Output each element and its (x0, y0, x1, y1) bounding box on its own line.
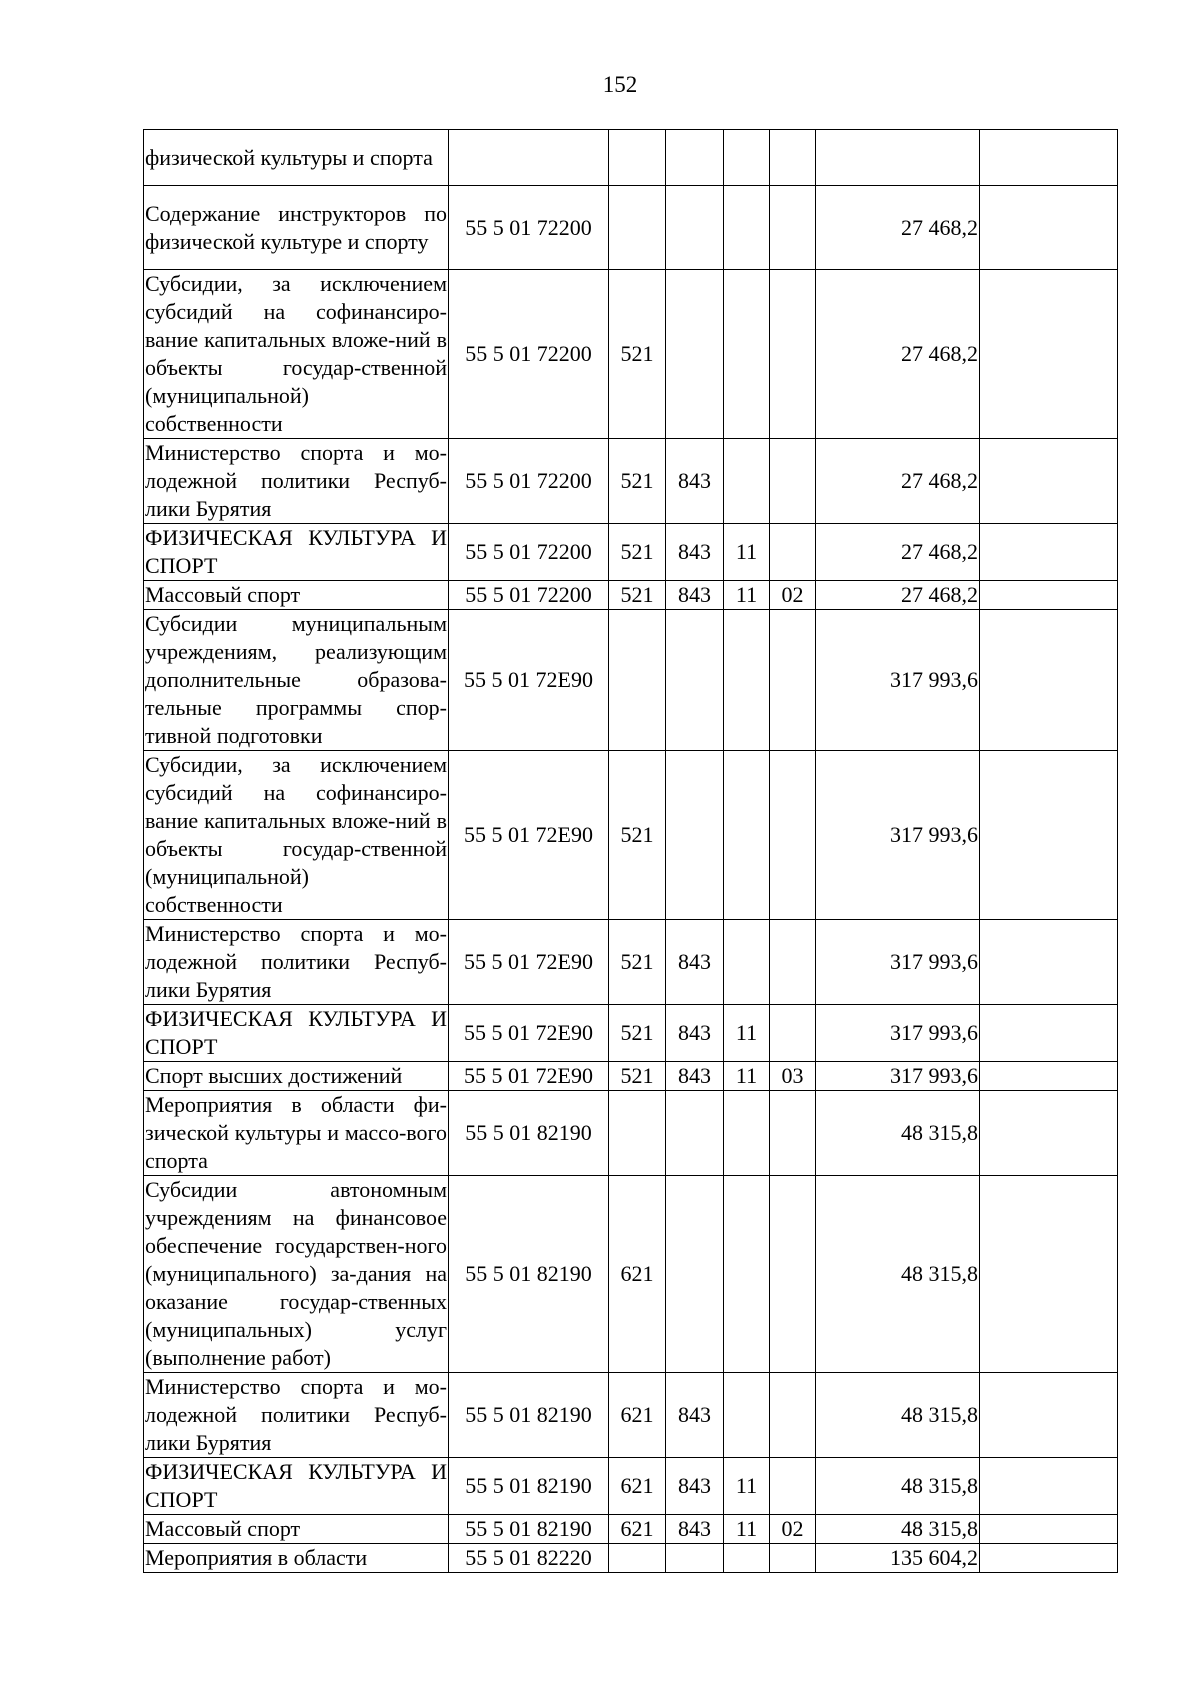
amount: 317 993,6 (816, 1062, 980, 1091)
subsection-code (770, 130, 816, 186)
row-name: Субсидии, за исключением субсидий на софинансиро-вание капитальных вложе-ний в объекты государ-ственной (муниципальной) собственности (144, 270, 449, 439)
section-code (724, 920, 770, 1005)
extra-cell (980, 1091, 1118, 1176)
expense-type: 621 (609, 1373, 666, 1458)
row-name: Министерство спорта и мо-лодежной политики Респуб-лики Бурятия (144, 439, 449, 524)
target-code (449, 130, 609, 186)
target-code: 55 5 01 82220 (449, 1544, 609, 1573)
section-code: 11 (724, 1458, 770, 1515)
table-row (144, 610, 1118, 751)
amount: 48 315,8 (816, 1458, 980, 1515)
page-number: 152 (602, 72, 638, 97)
target-code: 55 5 01 82190 (449, 1458, 609, 1515)
expense-type: 621 (609, 1515, 666, 1544)
subsection-code: 03 (770, 1062, 816, 1091)
row-name: Субсидии муниципальным учреждениям, реализующим дополнительные образова-тельные программы спор-тивной подготовки (144, 610, 449, 751)
amount: 27 468,2 (816, 581, 980, 610)
section-code: 11 (724, 1062, 770, 1091)
subsection-code (770, 1544, 816, 1573)
expense-type: 521 (609, 920, 666, 1005)
expense-type: 521 (609, 270, 666, 439)
ministry-code: 843 (666, 581, 724, 610)
ministry-code (666, 751, 724, 920)
section-code (724, 1373, 770, 1458)
ministry-code: 843 (666, 524, 724, 581)
amount: 317 993,6 (816, 751, 980, 920)
subsection-code (770, 610, 816, 751)
amount: 317 993,6 (816, 1005, 980, 1062)
subsection-code (770, 186, 816, 270)
target-code: 55 5 01 72Е90 (449, 1062, 609, 1091)
table-row (144, 1544, 1118, 1573)
subsection-code (770, 920, 816, 1005)
extra-cell (980, 1544, 1118, 1573)
table-row (144, 920, 1118, 1005)
amount: 48 315,8 (816, 1373, 980, 1458)
row-name: ФИЗИЧЕСКАЯ КУЛЬТУРА И СПОРТ (144, 1458, 449, 1515)
target-code: 55 5 01 82190 (449, 1176, 609, 1373)
subsection-code: 02 (770, 581, 816, 610)
section-code: 11 (724, 1515, 770, 1544)
extra-cell (980, 1515, 1118, 1544)
section-code (724, 751, 770, 920)
ministry-code: 843 (666, 1062, 724, 1091)
table-row (144, 1458, 1118, 1515)
target-code: 55 5 01 72Е90 (449, 920, 609, 1005)
section-code (724, 270, 770, 439)
budget-table (143, 129, 1118, 1573)
table-row (144, 1515, 1118, 1544)
row-name: Субсидии, за исключением субсидий на софинансиро-вание капитальных вложе-ний в объекты государ-ственной (муниципальной) собственности (144, 751, 449, 920)
table-row (144, 524, 1118, 581)
table-row (144, 751, 1118, 920)
subsection-code (770, 1005, 816, 1062)
target-code: 55 5 01 82190 (449, 1091, 609, 1176)
target-code: 55 5 01 72Е90 (449, 610, 609, 751)
expense-type: 521 (609, 751, 666, 920)
ministry-code: 843 (666, 1005, 724, 1062)
extra-cell (980, 610, 1118, 751)
target-code: 55 5 01 72200 (449, 581, 609, 610)
row-name: Мероприятия в области (144, 1544, 449, 1573)
expense-type: 521 (609, 1005, 666, 1062)
table-row (144, 1373, 1118, 1458)
subsection-code (770, 439, 816, 524)
expense-type (609, 1091, 666, 1176)
table-row (144, 270, 1118, 439)
table-row (144, 130, 1118, 186)
target-code: 55 5 01 82190 (449, 1515, 609, 1544)
subsection-code (770, 1373, 816, 1458)
row-name: Содержание инструкторов по физической культуре и спорту (144, 186, 449, 270)
amount: 48 315,8 (816, 1515, 980, 1544)
table-row (144, 439, 1118, 524)
extra-cell (980, 581, 1118, 610)
expense-type (609, 130, 666, 186)
table-row (144, 581, 1118, 610)
ministry-code (666, 186, 724, 270)
subsection-code (770, 1176, 816, 1373)
expense-type: 521 (609, 439, 666, 524)
row-name: физической культуры и спорта (144, 130, 449, 186)
section-code: 11 (724, 581, 770, 610)
extra-cell (980, 524, 1118, 581)
row-name: Министерство спорта и мо-лодежной политики Респуб-лики Бурятия (144, 1373, 449, 1458)
table-row (144, 1176, 1118, 1373)
section-code: 11 (724, 1005, 770, 1062)
section-code: 11 (724, 524, 770, 581)
amount: 27 468,2 (816, 270, 980, 439)
amount: 27 468,2 (816, 186, 980, 270)
table-row (144, 1091, 1118, 1176)
extra-cell (980, 1373, 1118, 1458)
row-name: Субсидии автономным учреждениям на финансовое обеспечение государствен-ного (муниципального) за-дания на оказание государ-ственных (муниципальных) услуг (выполнение работ) (144, 1176, 449, 1373)
ministry-code (666, 130, 724, 186)
amount: 27 468,2 (816, 524, 980, 581)
amount: 317 993,6 (816, 610, 980, 751)
expense-type: 521 (609, 1062, 666, 1091)
amount: 135 604,2 (816, 1544, 980, 1573)
amount (816, 130, 980, 186)
extra-cell (980, 920, 1118, 1005)
extra-cell (980, 1005, 1118, 1062)
ministry-code: 843 (666, 1515, 724, 1544)
expense-type (609, 1544, 666, 1573)
amount: 48 315,8 (816, 1091, 980, 1176)
table-row (144, 1062, 1118, 1091)
target-code: 55 5 01 72200 (449, 270, 609, 439)
target-code: 55 5 01 72200 (449, 186, 609, 270)
expense-type: 621 (609, 1458, 666, 1515)
section-code (724, 130, 770, 186)
row-name: Мероприятия в области фи-зической культуры и массо-вого спорта (144, 1091, 449, 1176)
subsection-code (770, 1091, 816, 1176)
ministry-code (666, 1091, 724, 1176)
extra-cell (980, 1176, 1118, 1373)
expense-type: 521 (609, 524, 666, 581)
section-code (724, 610, 770, 751)
expense-type: 621 (609, 1176, 666, 1373)
section-code (724, 1176, 770, 1373)
extra-cell (980, 186, 1118, 270)
subsection-code (770, 524, 816, 581)
amount: 27 468,2 (816, 439, 980, 524)
row-name: Министерство спорта и мо-лодежной политики Респуб-лики Бурятия (144, 920, 449, 1005)
target-code: 55 5 01 72Е90 (449, 751, 609, 920)
expense-type: 521 (609, 581, 666, 610)
amount: 317 993,6 (816, 920, 980, 1005)
expense-type (609, 610, 666, 751)
row-name: Массовый спорт (144, 1515, 449, 1544)
section-code (724, 186, 770, 270)
expense-type (609, 186, 666, 270)
ministry-code: 843 (666, 1458, 724, 1515)
section-code (724, 1091, 770, 1176)
row-name: ФИЗИЧЕСКАЯ КУЛЬТУРА И СПОРТ (144, 1005, 449, 1062)
subsection-code (770, 751, 816, 920)
ministry-code: 843 (666, 1373, 724, 1458)
extra-cell (980, 270, 1118, 439)
extra-cell (980, 439, 1118, 524)
row-name: Спорт высших достижений (144, 1062, 449, 1091)
target-code: 55 5 01 72200 (449, 524, 609, 581)
amount: 48 315,8 (816, 1176, 980, 1373)
table-row (144, 186, 1118, 270)
ministry-code (666, 1176, 724, 1373)
target-code: 55 5 01 82190 (449, 1373, 609, 1458)
table-row (144, 1005, 1118, 1062)
subsection-code (770, 270, 816, 439)
extra-cell (980, 1458, 1118, 1515)
row-name: ФИЗИЧЕСКАЯ КУЛЬТУРА И СПОРТ (144, 524, 449, 581)
subsection-code (770, 1458, 816, 1515)
ministry-code (666, 610, 724, 751)
ministry-code (666, 1544, 724, 1573)
extra-cell (980, 130, 1118, 186)
ministry-code (666, 270, 724, 439)
ministry-code: 843 (666, 920, 724, 1005)
target-code: 55 5 01 72Е90 (449, 1005, 609, 1062)
section-code (724, 439, 770, 524)
section-code (724, 1544, 770, 1573)
ministry-code: 843 (666, 439, 724, 524)
extra-cell (980, 1062, 1118, 1091)
subsection-code: 02 (770, 1515, 816, 1544)
target-code: 55 5 01 72200 (449, 439, 609, 524)
extra-cell (980, 751, 1118, 920)
row-name: Массовый спорт (144, 581, 449, 610)
